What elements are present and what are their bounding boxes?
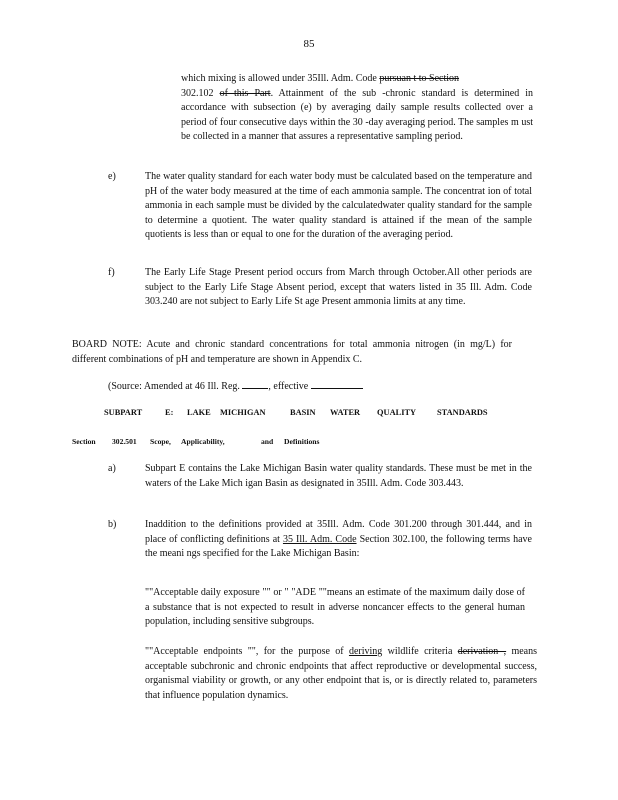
section-word: Section — [72, 437, 96, 446]
subpart-michigan: MICHIGAN — [220, 408, 266, 417]
endpoints-struck: derivation , — [457, 646, 507, 657]
board-note: BOARD NOTE: Acute and chronic standard concentrations for total ammonia nitrogen (in mg/L) for different combinations of pH and temperature are shown in Appendix C. — [72, 339, 512, 365]
intro-paragraph — [181, 72, 533, 145]
subpart-basin: BASIN — [290, 408, 316, 417]
section-definitions: Definitions — [284, 437, 320, 446]
item-b-lead: Inaddition to the definitions provided at 35Ill. Adm. Code 301.200 through 301.444, and in place of conflicting definitions at — [145, 519, 532, 545]
section-and: and — [261, 437, 274, 446]
endpoints-tail: means acceptable subchronic and chronic endpoints that affect reproductive or developmental success, organismal viability or growth, or any other endpoint that is, or is directly related to, parameters that influence population dynamics. — [145, 646, 537, 701]
subpart-letter: E: — [165, 408, 174, 417]
item-e-text: The water quality standard for each water body must be calculated based on the temperature and pH of the water body measured at the time of each ammonia sample. The concentrat ion of total ammonia in each sample must be divided by the calculatedwater quality standard for the sample to determine a quotient. The water quality standard is attained if the mean of the sample quotients is less than or equal to one for the duration of the averaging period. — [145, 171, 532, 241]
item-f-label: f) — [108, 267, 115, 278]
endpoints-underlined: deriving — [348, 646, 383, 657]
section-applicability: Applicability, — [181, 437, 225, 446]
section-number: 302.501 — [112, 437, 137, 446]
subpart-word: SUBPART — [104, 408, 143, 417]
item-b-tail: Section 302.100, the following terms have the meani ngs specified for the Lake Michigan Basin: — [145, 533, 532, 560]
item-b-text — [145, 518, 532, 562]
section-heading — [0, 437, 618, 448]
item-a-label: a) — [108, 463, 116, 474]
subpart-standards: STANDARDS — [437, 408, 488, 417]
intro-strike-2: of this Part — [219, 87, 271, 99]
page-number: 85 — [303, 38, 315, 50]
definition-ade: ""Acceptable daily exposure "" or " "ADE ""means an estimate of the maximum daily dose of a substance that is not expected to result in adverse noncancer effects to the general human population, including sensitive subgroups. — [145, 587, 525, 628]
item-b-label: b) — [108, 519, 117, 530]
item-a-text: Subpart E contains the Lake Michigan Basin water quality standards. These must be met in the waters of the Lake Mich igan Basin as designated in 35Ill. Adm. Code 303.443. — [145, 463, 532, 489]
item-e-label: e) — [108, 171, 116, 182]
intro-line2: 302.102 — [181, 87, 220, 99]
source-effective-blank — [311, 379, 363, 389]
subpart-lake: LAKE — [187, 408, 211, 417]
source-text-a: (Source: Amended at 46 Ill. Reg. — [108, 381, 243, 392]
subpart-quality: QUALITY — [377, 408, 417, 417]
source-reg-blank — [242, 379, 268, 389]
endpoints-lead: ""Acceptable endpoints "", for the purpose of — [145, 646, 349, 657]
intro-strike-1: pursuan t to Section — [379, 73, 460, 84]
source-line — [108, 379, 438, 395]
section-scope: Scope, — [150, 437, 171, 446]
item-b-underlined: 35 Ill. Adm. Code — [282, 533, 357, 545]
intro-rest: . Attainment of the sub -chronic standard is determined in accordance with subsection (e) by averaging daily sample results collected over a period of four consecutive days within the 30 -day averaging period. The samples m ust be collected in a manner that assures a representative sampling period. — [181, 87, 534, 143]
source-text-b: , effective — [268, 381, 311, 392]
endpoints-mid: wildlife criteria — [382, 646, 458, 657]
item-f-text: The Early Life Stage Present period occurs from March through October.All other periods are subject to the Early Life Stage Absent period, except that waters listed in 35 Ill. Adm. Code 303.240 are not subject to Early Life St age Present ammonia limits at any time. — [145, 267, 532, 308]
intro-lead: which mixing is allowed under 35Ill. Adm. Code — [181, 73, 380, 84]
definition-acceptable-endpoints — [145, 645, 537, 703]
subpart-water: WATER — [330, 408, 361, 417]
subpart-heading — [0, 408, 618, 420]
